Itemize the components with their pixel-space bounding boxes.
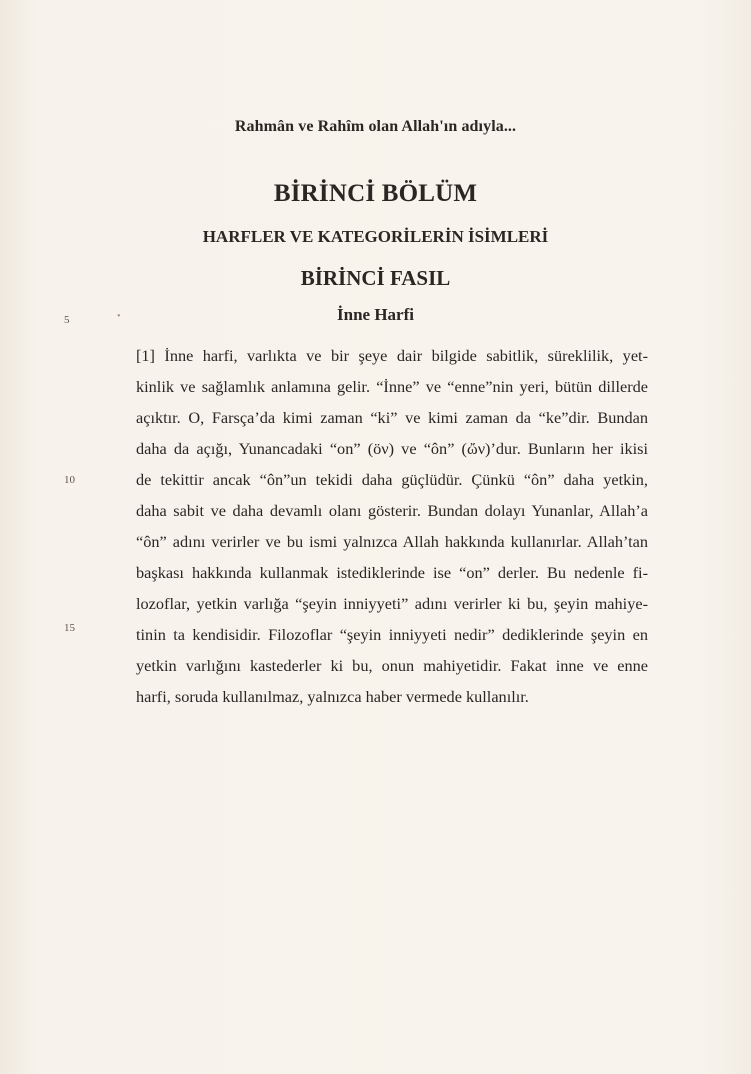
chapter-title: BİRİNCİ FASIL xyxy=(300,266,451,290)
body-line: daha da açığı, Yunancadaki “on” (öν) ve “ôn” (ὤν)’dur. Bunların her ikisi xyxy=(136,439,648,458)
body-line: başkası hakkında kullanmak istediklerinde ise “on” derler. Bu nedenle fi- xyxy=(136,563,648,582)
basmala-line: Rahmân ve Rahîm olan Allah'ın adıyla... xyxy=(234,118,517,135)
body-line: açıktır. O, Farsça’da kimi zaman “ki” ve kimi zaman da “ke”dir. Bundan xyxy=(136,408,648,427)
line-number-15: 15 xyxy=(64,622,75,634)
line-number-10: 10 xyxy=(64,474,75,486)
body-line: daha sabit ve daha devamlı olanı gösterir. Bundan dolayı Yunanlar, Allah’a xyxy=(136,501,648,520)
body-line: [1] İnne harfi, varlıkta ve bir şeye dair bilgide sabitlik, süreklilik, yet- xyxy=(136,346,648,365)
line-number-5: 5 xyxy=(64,314,70,326)
body-line: “ôn” adını verirler ve bu ismi yalnızca Allah hakkında kullanırlar. Allah’tan xyxy=(136,532,648,551)
part-title: BİRİNCİ BÖLÜM xyxy=(273,180,478,207)
body-line: kinlik ve sağlamlık anlamına gelir. “İnne” ve “enne”nin yeri, bütün dillerde xyxy=(136,377,648,396)
body-line: lozoflar, yetkin varlığa “şeyin inniyyeti” adını verirler ki bu, şeyin mahiye- xyxy=(136,594,648,613)
section-title: İnne Harfi xyxy=(337,305,414,324)
body-line: tinin ta kendisidir. Filozoflar “şeyin inniyyeti nedir” dediklerinde şeyin en xyxy=(136,625,648,644)
body-line: de tekittir ancak “ôn”un tekidi daha güçlüdür. Çünkü “ôn” daha yetkin, xyxy=(136,470,648,489)
body-line: yetkin varlığını kastederler ki bu, onun mahiyetidir. Fakat inne ve enne xyxy=(136,656,648,675)
body-line: harfi, soruda kullanılmaz, yalnızca haber vermede kullanılır. xyxy=(136,687,529,706)
margin-mark: • xyxy=(117,311,121,322)
part-subtitle: HARFLER VE KATEGORİLERİN İSİMLERİ xyxy=(202,227,549,246)
